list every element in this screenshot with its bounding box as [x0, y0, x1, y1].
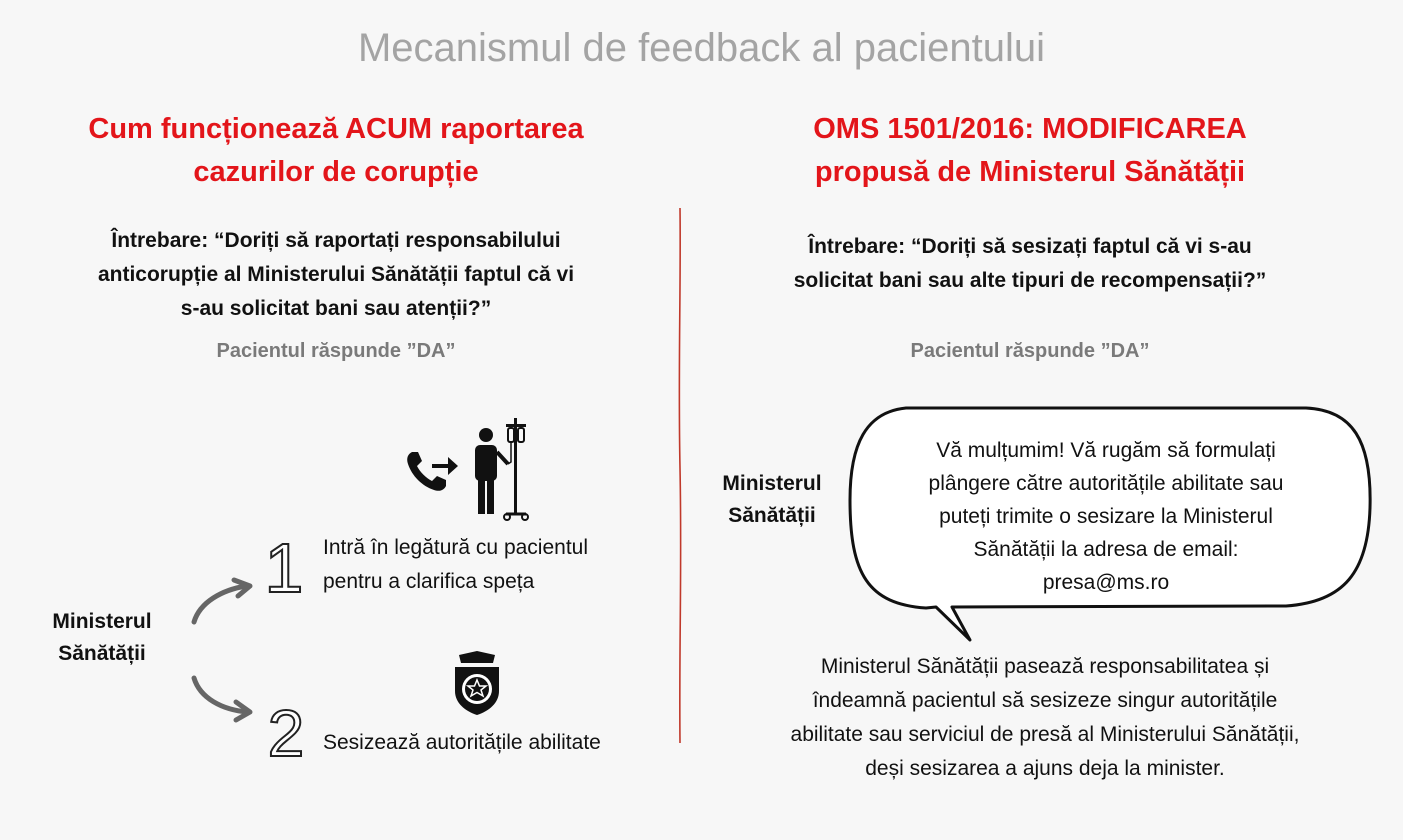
patient-iv-drip-icon	[470, 416, 532, 522]
summary-line4: deși sesizarea a ajuns deja la minister.	[865, 757, 1225, 780]
right-ministry-label	[702, 468, 842, 532]
bubble-line4: Sănătății la adresa de email:	[973, 538, 1239, 561]
summary-line2: îndeamnă pacientul să sesizeze singur autoritățile	[812, 689, 1278, 712]
step1-line2: pentru a clarifica speța	[323, 570, 535, 593]
left-ministry-line1: Ministerul	[52, 610, 152, 633]
left-question-line1: Întrebare: “Doriți să raportați responsabilului	[111, 229, 561, 252]
step1-text	[323, 531, 653, 599]
step1-line1: Intră în legătură cu pacientul	[323, 536, 589, 559]
bubble-line1: Vă mulțumim! Vă rugăm să formulați	[936, 439, 1276, 462]
left-ministry-line2: Sănătății	[58, 642, 146, 665]
left-heading	[36, 108, 636, 194]
page-title: Mecanismul de feedback al pacientului	[357, 26, 1046, 70]
left-heading-line2: cazurilor de corupție	[193, 156, 479, 188]
left-heading-line1: Cum funcționează ACUM raportarea	[88, 113, 584, 145]
bubble-email: presa@ms.ro	[1042, 571, 1170, 594]
right-heading-line1: OMS 1501/2016: MODIFICAREA	[813, 113, 1247, 145]
step1-number	[262, 529, 312, 607]
police-badge-icon	[451, 651, 503, 717]
left-question	[36, 224, 636, 326]
right-heading	[730, 108, 1330, 194]
right-answer: Pacientul răspunde ”DA”	[910, 340, 1150, 362]
column-divider	[676, 208, 684, 743]
right-question-line1: Întrebare: “Doriți să sesizați faptul că vi s-au	[808, 235, 1252, 258]
bubble-line3: puteți trimite o sesizare la Ministerul	[939, 505, 1273, 528]
right-question-line2: solicitat bani sau alte tipuri de recompensații?”	[793, 269, 1267, 292]
phone-callback-icon	[404, 446, 460, 496]
left-question-line2: anticorupție al Ministerului Sănătății faptul că vi	[97, 263, 575, 286]
arrow-to-step1-icon	[188, 578, 258, 628]
summary-line1: Ministerul Sănătății pasează responsabilitatea și	[820, 655, 1270, 678]
step2-text: Sesizează autoritățile abilitate	[323, 731, 601, 754]
right-heading-line2: propusă de Ministerul Sănătății	[814, 156, 1246, 188]
right-question	[730, 230, 1330, 298]
step2-number-text: 2	[267, 696, 305, 770]
summary-line3: abilitate sau serviciul de presă al Ministerului Sănătății,	[790, 723, 1300, 746]
left-answer: Pacientul răspunde ”DA”	[216, 340, 456, 362]
right-ministry-line1: Ministerul	[722, 472, 822, 495]
right-ministry-line2: Sănătății	[728, 504, 816, 527]
step2-number	[262, 696, 312, 770]
bubble-line2: plângere către autoritățile abilitate sau	[928, 472, 1284, 495]
left-ministry-label	[32, 606, 172, 670]
step1-number-text: 1	[264, 529, 304, 607]
left-question-line3: s-au solicitat bani sau atenții?”	[180, 297, 492, 320]
bubble-text	[866, 434, 1346, 599]
right-summary	[720, 650, 1370, 786]
arrow-to-step2-icon	[188, 672, 258, 722]
